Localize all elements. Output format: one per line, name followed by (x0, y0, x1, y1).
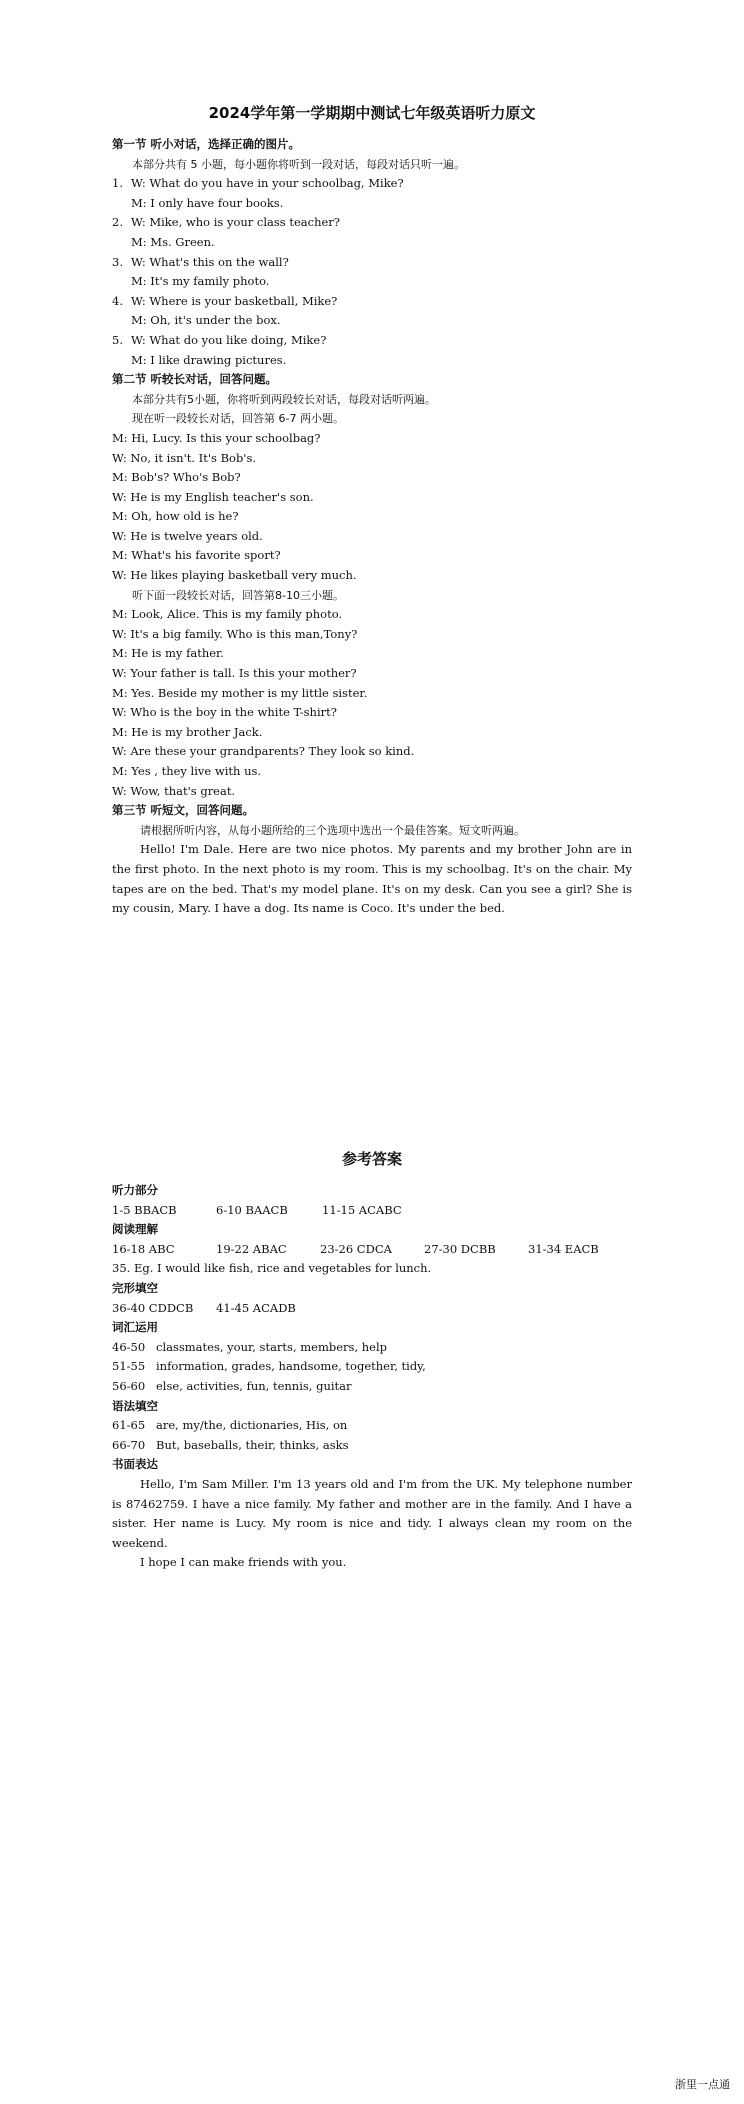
answer-35: 35. Eg. I would like fish, rice and vegetables for lunch. (112, 1261, 432, 1276)
answer-group: 19-22 ABAC (216, 1241, 287, 1256)
answers-section (112, 1181, 632, 1573)
item-question: W: What do you like doing, Mike? (131, 332, 327, 347)
item-answer: M: Ms. Green. (131, 234, 215, 249)
dialog-line: W: He is my English teacher's son. (112, 489, 314, 504)
section3-intro: 请根据所听内容，从每小题所给的三个选项中选出一个最佳答案。短文听两遍。 (140, 823, 525, 837)
dialog-line: M: What's his favorite sport? (112, 548, 281, 563)
section1-item (112, 292, 632, 331)
listening-heading: 听力部分 (112, 1183, 158, 1197)
item-number: 1. (112, 176, 123, 191)
item-number: 5. (112, 332, 123, 347)
section1-item (112, 253, 632, 292)
vocab-heading: 词汇运用 (112, 1320, 158, 1335)
dialog-line: W: Are these your grandparents? They look so kind. (112, 744, 415, 759)
item-question: W: Where is your basketball, Mike? (131, 293, 338, 308)
grammar-heading: 语法填空 (112, 1398, 158, 1413)
section2-heading: 第二节 听较长对话，回答问题。 (112, 372, 278, 387)
dialog1-intro: 现在听一段较长对话，回答第 6-7 两小题。 (132, 412, 344, 426)
dialog-line: W: No, it isn't. It's Bob's. (112, 450, 257, 465)
dialog-line: W: It's a big family. Who is this man,Tony? (112, 626, 358, 641)
writing-para: I hope I can make friends with you. (140, 1555, 347, 1570)
footer-watermark: 浙里一点通 (675, 2078, 730, 2091)
answer-group: 23-26 CDCA (320, 1241, 392, 1256)
section3-passage: Hello! I'm Dale. Here are two nice photos. My parents and my brother John are in the first photo. In the next photo is my room. This is my schoolbag. It's on the chair. My tapes are on the bed. That's my model plane. It's on my desk. Can you see a girl? She is my cousin, Mary. I have a dog. Its name is Coco. It's under the bed. (112, 842, 632, 916)
answer-range: 61-65 (112, 1418, 146, 1433)
dialog2-intro: 听下面一段较长对话，回答第8-10三小题。 (132, 588, 344, 602)
writing-heading: 书面表达 (112, 1457, 158, 1472)
reading-heading: 阅读理解 (112, 1222, 158, 1237)
answer-text: classmates, your, starts, members, help (156, 1339, 388, 1354)
dialog-line: M: Oh, how old is he? (112, 509, 239, 524)
dialog-line: M: Look, Alice. This is my family photo. (112, 607, 343, 622)
dialog-line: W: Wow, that's great. (112, 783, 236, 798)
item-number: 4. (112, 293, 123, 308)
writing-para: Hello, I'm Sam Miller. I'm 13 years old and I'm from the UK. My telephone number is 87462759. I have a nice family. My father and mother are in the family. And I have a sister. Her name is Lucy. My room is nice and tidy. I always clean my room on the weekend. (112, 1476, 632, 1550)
answer-group: 27-30 DCBB (424, 1241, 496, 1256)
vocab-row (112, 1338, 632, 1358)
section1-item (112, 213, 632, 252)
answer-range: 46-50 (112, 1339, 146, 1354)
answer-group: 1-5 BBACB (112, 1202, 177, 1217)
section3-heading: 第三节 听短文，回答问题。 (112, 803, 255, 818)
section1-heading: 第一节 听小对话，选择正确的图片。 (112, 137, 301, 151)
document-title: 2024学年第一学期期中测试七年级英语听力原文 (208, 104, 536, 122)
answer-range: 51-55 (112, 1359, 146, 1374)
answer-text: information, grades, handsome, together, tidy, (156, 1359, 426, 1374)
item-answer: M: I only have four books. (131, 195, 284, 210)
answer-group: 31-34 EACB (528, 1241, 599, 1256)
section1-item (112, 331, 632, 370)
grammar-row (112, 1416, 632, 1436)
answer-group: 11-15 ACABC (322, 1202, 402, 1217)
answer-text: are, my/the, dictionaries, His, on (156, 1418, 348, 1433)
vocab-row (112, 1357, 632, 1377)
grammar-row (112, 1436, 632, 1456)
section2-intro: 本部分共有5小题，你将听到两段较长对话，每段对话听两遍。 (132, 392, 436, 406)
answer-group: 6-10 BAACB (216, 1202, 288, 1217)
answer-group: 41-45 ACADB (216, 1300, 296, 1315)
answers-title: 参考答案 (341, 1150, 402, 1168)
section1-intro: 本部分共有 5 小题，每小题你将听到一段对话，每段对话只听一遍。 (132, 157, 465, 171)
dialog-line: M: He is my brother Jack. (112, 724, 263, 739)
reading-answers (112, 1240, 632, 1260)
dialog-line: M: He is my father. (112, 646, 224, 661)
section1-item (112, 174, 632, 213)
dialog-line: W: He likes playing basketball very much. (112, 568, 357, 583)
answer-group: 36-40 CDDCB (112, 1300, 194, 1315)
answer-text: else, activities, fun, tennis, guitar (156, 1378, 352, 1393)
answer-range: 56-60 (112, 1378, 146, 1393)
item-number: 2. (112, 215, 123, 230)
listening-answers (112, 1201, 632, 1221)
dialog-line: M: Yes. Beside my mother is my little sister. (112, 685, 368, 700)
answer-range: 66-70 (112, 1437, 146, 1452)
dialog-line: W: Your father is tall. Is this your mother? (112, 666, 357, 681)
item-question: W: Mike, who is your class teacher? (131, 215, 340, 230)
answer-group: 16-18 ABC (112, 1241, 175, 1256)
dialog-line: M: Hi, Lucy. Is this your schoolbag? (112, 430, 321, 445)
vocab-row (112, 1377, 632, 1397)
item-answer: M: It's my family photo. (131, 274, 270, 289)
item-answer: M: I like drawing pictures. (131, 352, 287, 367)
item-number: 3. (112, 254, 123, 269)
dialog-line: W: He is twelve years old. (112, 528, 263, 543)
cloze-heading: 完形填空 (112, 1280, 158, 1295)
item-question: W: What do you have in your schoolbag, Mike? (131, 176, 404, 191)
item-answer: M: Oh, it's under the box. (131, 313, 281, 328)
transcript-section (112, 135, 632, 919)
dialog-line: M: Bob's? Who's Bob? (112, 470, 241, 485)
dialog-line: W: Who is the boy in the white T-shirt? (112, 705, 337, 720)
item-question: W: What's this on the wall? (131, 254, 289, 269)
cloze-answers (112, 1299, 632, 1319)
answer-text: But, baseballs, their, thinks, asks (156, 1437, 349, 1452)
dialog-line: M: Yes , they live with us. (112, 764, 262, 778)
